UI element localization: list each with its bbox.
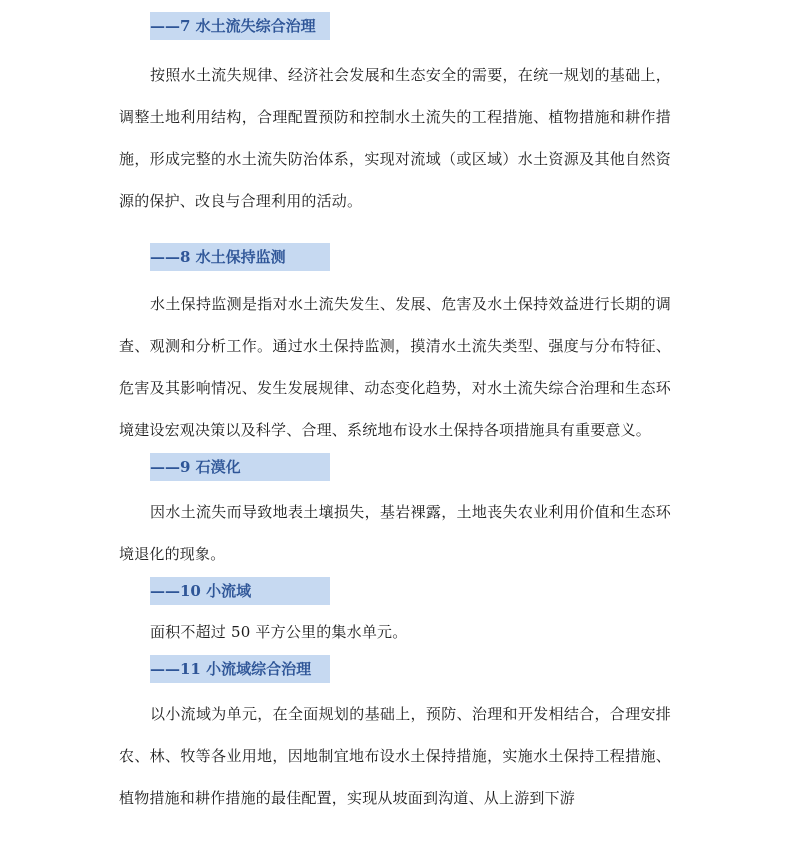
term-heading: ——10 小流域: [150, 577, 330, 605]
term-definition: 面积不超过 50 平方公里的集水单元。: [150, 623, 408, 641]
term-section-9: [119, 453, 671, 575]
term-definition: 水土保持监测是指对水土流失发生、发展、危害及水土保持效益进行长期的调查、观测和分析工作。通过水土保持监测，摸清水土流失类型、强度与分布特征、危害及其影响情况、发生发展规律、动态变化趋势，对水土流失综合治理和生态环境建设宏观决策以及科学、合理、系统地布设水土保持各项措施具有重要意义。: [119, 295, 671, 439]
term-section-11: [119, 655, 671, 819]
term-section-10: [119, 577, 671, 653]
term-definition: 按照水土流失规律、经济社会发展和生态安全的需要，在统一规划的基础上，调整土地利用结构，合理配置预防和控制水土流失的工程措施、植物措施和耕作措施，形成完整的水土流失防治体系，实现对流域（或区域）水土资源及其他自然资源的保护、改良与合理利用的活动。: [119, 66, 671, 210]
document-page: [119, 12, 671, 819]
term-heading: ——11 小流域综合治理: [150, 655, 330, 683]
term-heading: ——9 石漠化: [150, 453, 330, 481]
term-heading: ——8 水土保持监测: [150, 243, 330, 271]
term-section-8: [119, 243, 671, 451]
term-definition: 以小流域为单元，在全面规划的基础上，预防、治理和开发相结合，合理安排农、林、牧等各业用地，因地制宜地布设水土保持措施，实施水土保持工程措施、植物措施和耕作措施的最佳配置，实现从坡面到沟道、从上游到下游: [119, 705, 671, 807]
term-definition: 因水土流失而导致地表土壤损失，基岩裸露，土地丧失农业利用价值和生态环境退化的现象。: [119, 503, 671, 563]
term-section-7: [119, 12, 671, 222]
spacer: [119, 222, 671, 243]
term-heading: ——7 水土流失综合治理: [150, 12, 330, 40]
